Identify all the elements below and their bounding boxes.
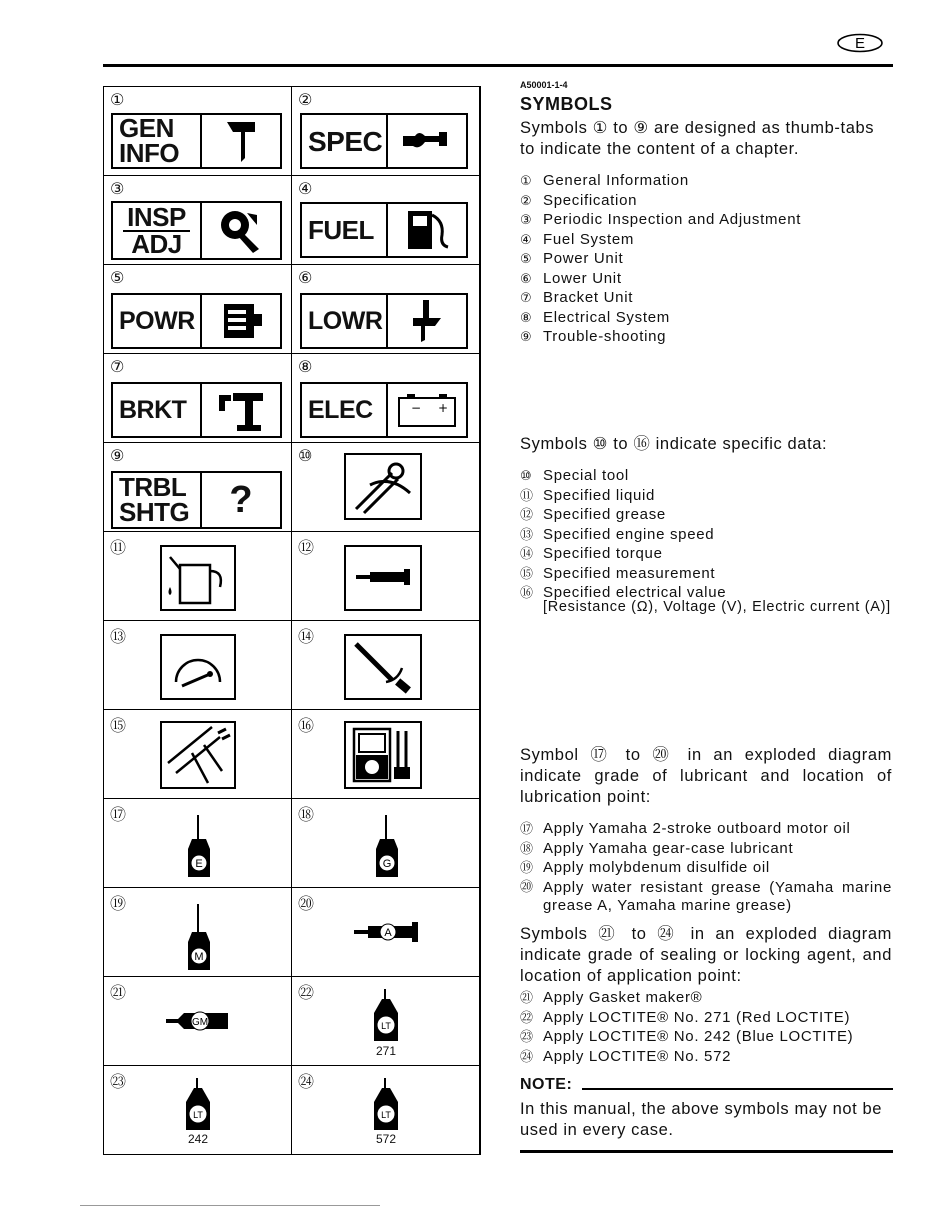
intro-thumbtabs: Symbols ① to ⑨ are designed as thumb-tabs to indicate the content of a chapter. (520, 119, 875, 158)
list-item: ⑥ Lower Unit (520, 269, 622, 287)
loctite-bottle-271-icon (370, 987, 402, 1043)
language-badge-icon (836, 33, 884, 53)
cell-number: ⑰ (110, 805, 127, 824)
tab-word: INFO (119, 138, 180, 168)
thumbtab-brkt (111, 382, 282, 438)
caliper-measurement-icon (160, 721, 236, 789)
list-item: ④ Fuel System (520, 230, 635, 248)
grid-cell-15 (104, 710, 292, 799)
cell-number: ⑧ (298, 357, 313, 376)
grid-cell-3 (104, 176, 292, 265)
lubricant-list (520, 820, 892, 916)
tab-word: ADJ (131, 228, 182, 259)
grid-cell-22 (292, 977, 480, 1066)
svg-text:+: + (438, 401, 449, 415)
grid-cell-4 (292, 176, 480, 265)
cell-number: ㉓ (110, 1072, 127, 1091)
grid-cell-16 (292, 710, 480, 799)
data-list (520, 467, 726, 604)
svg-text:E: E (195, 858, 203, 870)
svg-text:GM: GM (191, 1017, 209, 1028)
list-item: ⑮ Specified measurement (520, 564, 716, 582)
grid-cell-17 (104, 799, 292, 888)
list-item: ⑩ Special tool (520, 467, 629, 484)
loctite-number: 242 (187, 1132, 209, 1146)
cell-number: ⑳ (298, 894, 315, 913)
thumbtab-gen-info (111, 113, 282, 169)
grid-cell-23 (104, 1066, 292, 1154)
list-item: ⑲ Apply molybdenum disulfide oil (520, 859, 770, 876)
grid-cell-2 (292, 87, 480, 176)
cell-number: ① (110, 90, 125, 109)
thumbtab-powr (111, 293, 282, 349)
thumbtab-elec (300, 382, 468, 438)
list-item: ⑳ Apply water resistant grease (Yamaha marine grease A, Yamaha marine grease) (520, 878, 892, 914)
tab-word: ELEC (308, 395, 373, 424)
list-item: ③ Periodic Inspection and Adjustment (520, 211, 802, 228)
grid-cell-1 (104, 87, 292, 176)
grid-cell-6 (292, 265, 480, 354)
grid-cell-7 (104, 354, 292, 443)
tab-word: GEN (119, 113, 174, 143)
wrench-inspection-icon (217, 207, 265, 255)
list-item: ⑰ Apply Yamaha 2-stroke outboard motor oil (520, 820, 851, 837)
grid-cell-5 (104, 265, 292, 354)
language-badge (836, 33, 884, 53)
doc-code: A50001-1-4 (520, 80, 568, 90)
cell-number: ⑤ (110, 268, 125, 287)
spec-grease-gun-icon (399, 126, 455, 156)
tab-word: INSP (123, 205, 190, 232)
grid-cell-21 (104, 977, 292, 1066)
svg-text:LT: LT (381, 1110, 391, 1120)
svg-text:−: − (411, 401, 422, 415)
list-item: ⑯ Specified electrical value (520, 584, 727, 601)
cell-number: ⑬ (110, 627, 127, 646)
svg-text:LT: LT (381, 1021, 391, 1031)
intro-data: Symbols ⑩ to ⑯ indicate specific data: (520, 435, 828, 453)
list-item: ⑫ Specified grease (520, 506, 666, 523)
svg-text:G: G (382, 858, 392, 870)
intro-sealing: Symbols ㉑ to ㉔ in an exploded diagram indicate grade of sealing or locking agent, and location of application point: (520, 925, 892, 985)
cell-number: ③ (110, 179, 125, 198)
list-item: ⑧ Electrical System (520, 308, 670, 326)
svg-text:E: E (854, 35, 866, 52)
tab-word: SHTG (119, 497, 190, 527)
list-item: ⑭ Specified torque (520, 545, 663, 562)
page-bottom-line (80, 1205, 380, 1206)
oil-bottle-e-icon (184, 813, 214, 879)
svg-text:M: M (194, 951, 204, 963)
tab-word: SPEC (308, 125, 383, 157)
intro-lubricant: Symbol ⑰ to ⑳ in an exploded diagram indicate grade of lubricant and location of lubrication point: (520, 746, 892, 806)
grid-cell-19 (104, 888, 292, 977)
cell-number: ⑫ (298, 538, 315, 557)
list-item: ① General Information (520, 172, 689, 189)
cell-number: ② (298, 90, 313, 109)
list-item: ② Specification (520, 191, 638, 209)
cell-number: ⑨ (110, 446, 125, 465)
grid-cell-11 (104, 532, 292, 621)
grid-cell-24 (292, 1066, 480, 1154)
cell-number: ④ (298, 179, 313, 198)
svg-text:LT: LT (193, 1110, 203, 1120)
header-rule (103, 64, 893, 67)
svg-text:A: A (384, 927, 392, 939)
loctite-number: 271 (375, 1044, 397, 1058)
tab-word: FUEL (308, 214, 374, 245)
tab-word: TRBL (119, 472, 187, 502)
thumbtab-fuel (300, 202, 468, 258)
cell-number: ㉔ (298, 1072, 315, 1091)
tachometer-icon (160, 634, 236, 700)
cell-number: ⑮ (110, 716, 127, 735)
cell-number: ㉒ (298, 983, 315, 1002)
special-tool-icon (344, 453, 422, 520)
grid-cell-13 (104, 621, 292, 710)
cell-number: ⑱ (298, 805, 315, 824)
grid-cell-14 (292, 621, 480, 710)
oil-can-liquid-icon (160, 545, 236, 611)
cell-number: ㉑ (110, 983, 127, 1002)
list-item: ⑪ Specified liquid (520, 486, 656, 504)
battery-icon (395, 388, 459, 432)
cell-number: ⑯ (298, 716, 315, 735)
lower-unit-icon (405, 298, 449, 344)
list-item: ⑨ Trouble-shooting (520, 328, 667, 345)
thumbtab-insp-adj (111, 201, 282, 260)
cell-number: ⑥ (298, 268, 313, 287)
gasket-maker-tube-icon (164, 1007, 234, 1035)
note-text: In this manual, the above symbols may not be used in every case. (520, 1100, 883, 1139)
sealing-list (520, 989, 853, 1067)
fuel-pump-icon (402, 207, 452, 253)
note-label: NOTE: (520, 1076, 573, 1093)
thumbtab-trbl-shtg (111, 471, 282, 529)
grease-gun-icon (344, 545, 422, 611)
cell-number: ⑩ (298, 446, 313, 465)
loctite-number: 572 (375, 1132, 397, 1146)
multimeter-icon (344, 721, 422, 789)
tab-word: POWR (119, 306, 195, 335)
grid-cell-12 (292, 532, 480, 621)
engine-power-unit-icon (216, 300, 266, 342)
bracket-unit-icon (215, 387, 267, 433)
question-mark-icon: ? (229, 478, 253, 521)
tab-word: LOWR (308, 306, 383, 335)
outboard-motor-icon (221, 118, 261, 164)
oil-bottle-m-icon (184, 902, 214, 972)
list-item: ㉒ Apply LOCTITE® No. 271 (Red LOCTITE) (520, 1008, 851, 1026)
loctite-bottle-242-icon (182, 1076, 214, 1132)
grid-cell-9 (104, 443, 292, 532)
page-title: SYMBOLS (520, 94, 613, 114)
list-item: ㉓ Apply LOCTITE® No. 242 (Blue LOCTITE) (520, 1028, 854, 1045)
grease-gun-a-icon (352, 920, 424, 944)
oil-bottle-g-icon (372, 813, 402, 879)
cell-number: ⑦ (110, 357, 125, 376)
thumbtab-lowr (300, 293, 468, 349)
cell-number: ⑭ (298, 627, 315, 646)
list-item: ㉔ Apply LOCTITE® No. 572 (520, 1047, 732, 1065)
torque-wrench-icon (344, 634, 422, 700)
grid-cell-10 (292, 443, 480, 532)
loctite-bottle-572-icon (370, 1076, 402, 1132)
list-item: ⑤ Power Unit (520, 250, 624, 267)
tab-word: BRKT (119, 395, 187, 424)
cell-number: ⑲ (110, 894, 127, 913)
thumbtab-list (520, 172, 801, 348)
symbol-grid (103, 86, 481, 1155)
list-item: ⑦ Bracket Unit (520, 289, 634, 306)
note-rule-bottom (520, 1150, 893, 1153)
grid-cell-18 (292, 799, 480, 888)
list-item: ⑱ Apply Yamaha gear-case lubricant (520, 839, 794, 857)
grid-cell-20 (292, 888, 480, 977)
list-item: ⑬ Specified engine speed (520, 525, 715, 543)
cell-number: ⑪ (110, 538, 127, 557)
grid-cell-8 (292, 354, 480, 443)
thumbtab-spec (300, 113, 468, 169)
note-rule-top (582, 1088, 893, 1090)
data-list-note: [Resistance (Ω), Voltage (V), Electric current (A)] (543, 599, 891, 615)
list-item: ㉑ Apply Gasket maker® (520, 989, 703, 1006)
